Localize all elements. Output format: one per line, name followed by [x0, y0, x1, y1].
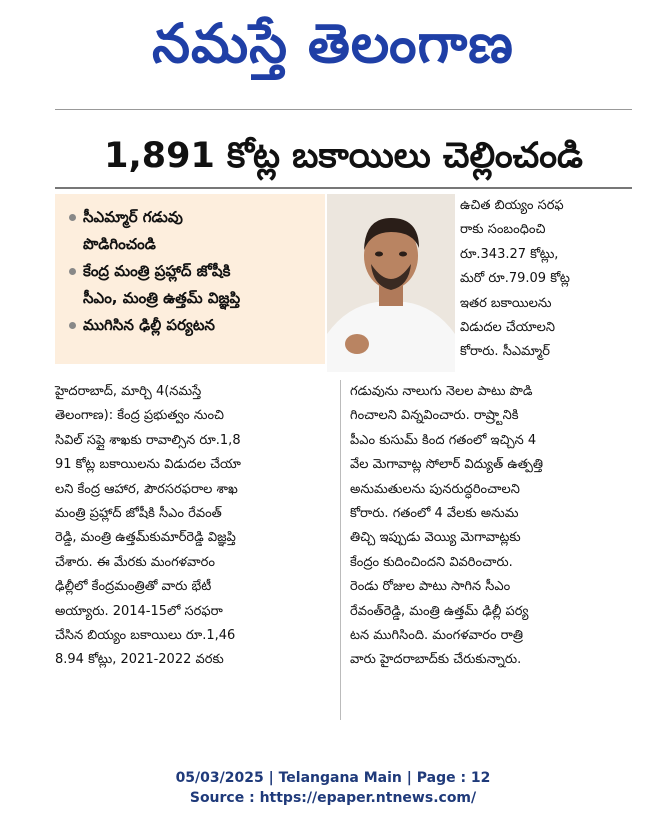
bullet-icon	[69, 268, 76, 275]
column-left: హైదరాబాద్, మార్చి 4(నమస్తే తెలంగాణ): కేంద్ర ప్రభుత్వం నుంచి సివిల్ సప్లై శాఖకు రావాల్సిన రూ.1,8 91 కోట్ల బకాయిలను విడుదల చేయా లని కేంద్ర ఆహార, పౌరసరఫరాల శాఖ మంత్రి ప్రహ్లాద్ జోషీకి సీఎం రేవంత్ రెడ్డి, మంత్రి ఉత్తమ్‌కుమార్‌రెడ్డి విజ్ఞప్తి చేశారు. ఈ మేరకు మంగళవారం ఢిల్లీలో కేంద్రమంత్రితో వారు భేటీ అయ్యారు. 2014-15లో సరఫరా చేసిన బియ్యం బకాయిలు రూ.1,46 8.94 కోట్లు, 2021-2022 వరకు	[55, 384, 241, 668]
headline-rule	[55, 187, 632, 189]
masthead-title: నమస్తే తెలంగాణ	[152, 12, 514, 75]
highlight-item: సీఎమ్మార్ గడువు	[69, 204, 317, 231]
column-right-top: ఉచిత బియ్యం సరఫ రాకు సంబంధించి రూ.343.27 కోట్లు, మరో రూ.79.09 కోట్ల ఇతర బకాయిలను విడుదల చేయాలని కోరారు. సీఎమ్మార్	[460, 198, 570, 360]
column-divider	[340, 380, 341, 720]
highlights-box	[55, 194, 325, 364]
footer-source-line: Source : https://epaper.ntnews.com/	[189, 790, 477, 806]
headline: 1,891 కోట్ల బకాయిలు చెల్లించండి	[104, 136, 583, 176]
highlight-item: ముగిసిన ఢిల్లీ పర్యటన	[69, 312, 317, 339]
highlight-item: సీఎం, మంత్రి ఉత్తమ్ విజ్ఞప్తి	[83, 289, 241, 307]
masthead	[0, 4, 666, 84]
person-photo-icon	[327, 194, 455, 372]
column-right: గడువును నాలుగు నెలల పాటు పొడి గించాలని విన్నవించారు. రాష్ర్టానికి పీఎం కుసుమ్ కింద గతంలో ఇచ్చిన 4 వేల మెగావాట్ల సోలార్ విద్యుత్ ఉత్పత్తి అనుమతులను పునరుద్ధరించాలని కోరారు. గతంలో 4 వేలకు అనుమ తిచ్చి ఇప్పుడు వెయ్యి మెగావాట్లకు కేంద్రం కుదించిందని వివరించారు. రెండు రోజుల పాటు సాగిన సీఎం రేవంత్‌రెడ్డి, మంత్రి ఉత్తమ్ ఢిల్లీ పర్య టన ముగిసింది. మంగళవారం రాత్రి వారు హైదరాబాద్‌కు చేరుకున్నారు.	[350, 384, 544, 668]
bullet-icon	[69, 322, 76, 329]
footer-date-line: 05/03/2025 | Telangana Main | Page : 12	[175, 770, 491, 786]
top-rule	[55, 95, 632, 110]
portrait-photo	[327, 194, 455, 372]
highlight-item: కేంద్ర మంత్రి ప్రహ్లాద్ జోషీకి	[69, 258, 317, 285]
highlight-item: పొడిగించండి	[83, 235, 156, 253]
news-clipping	[55, 95, 632, 750]
footer	[0, 768, 666, 808]
bullet-icon	[69, 214, 76, 221]
